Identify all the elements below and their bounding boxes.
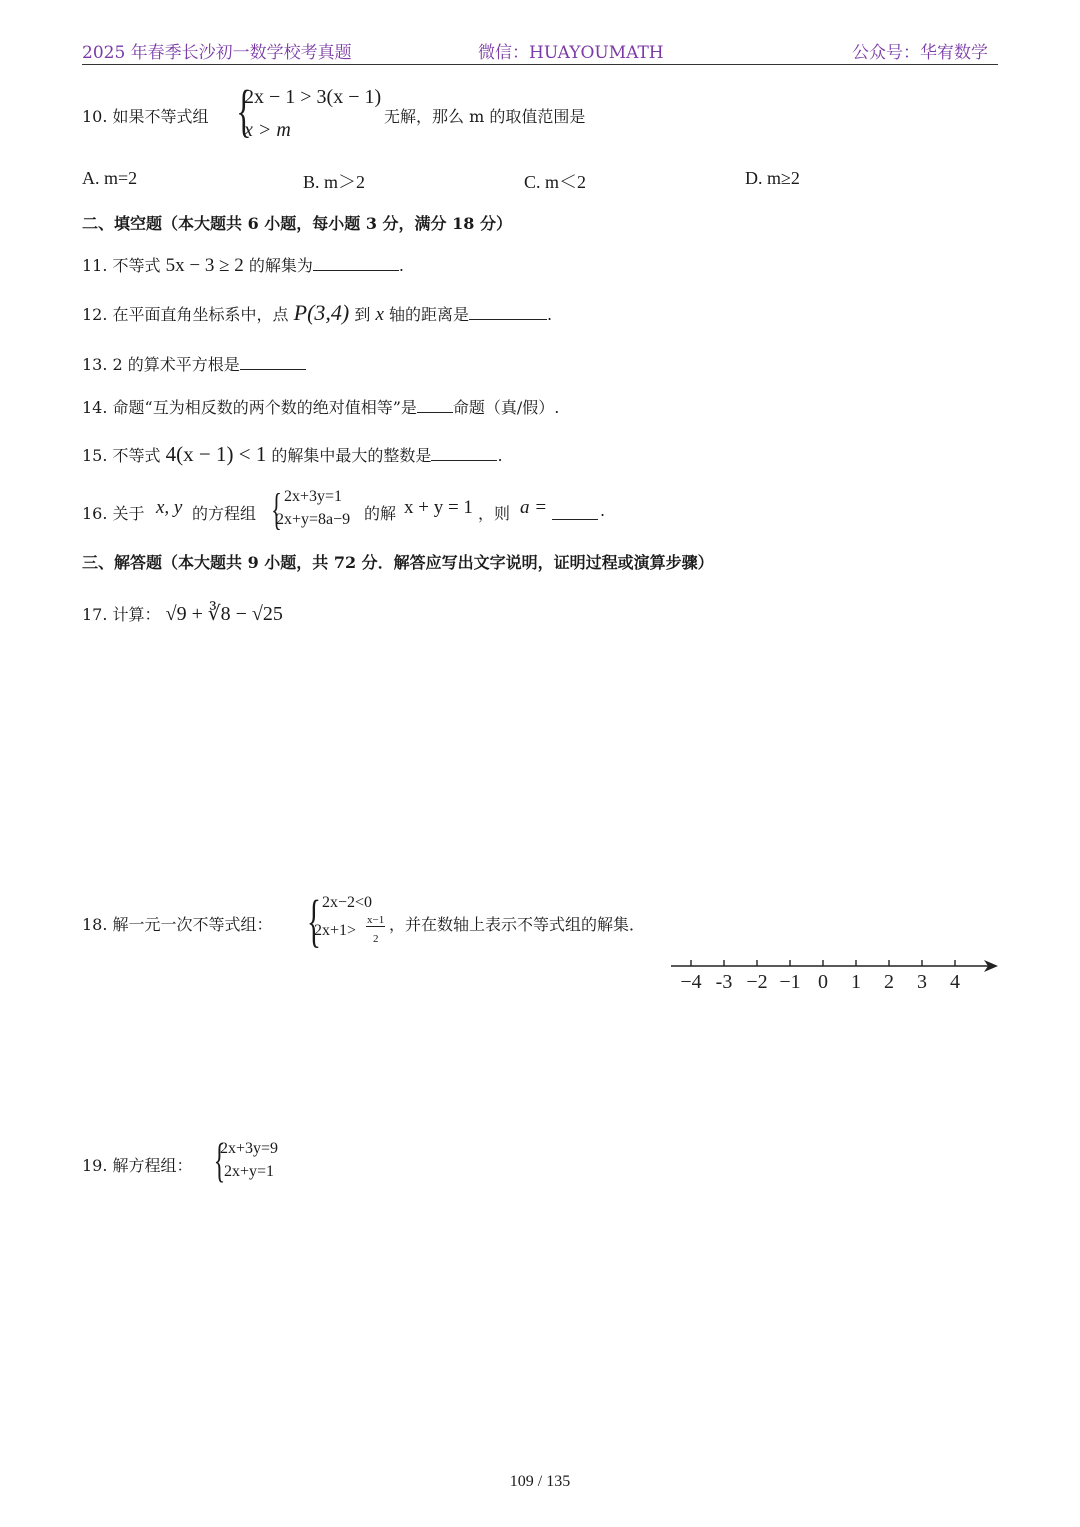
q12-point: P(3,4) — [293, 300, 350, 325]
q18-prefix: 18. 解一元一次不等式组： — [82, 915, 273, 934]
q15-end: . — [497, 446, 503, 465]
section-solutions-heading: 三、解答题（本大题共 9 小题，共 72 分．解答应写出文字说明，证明过程或演算步骤） — [82, 553, 714, 572]
number-line-label: 4 — [950, 971, 960, 993]
q10-option-b: B. m＞2 — [303, 172, 366, 192]
q16-vars: x, y — [156, 497, 183, 518]
q12-answer-blank[interactable] — [469, 305, 547, 320]
q16-suffix-2: ，则 — [478, 504, 511, 523]
question-13 — [82, 352, 306, 375]
q18-fraction-numerator: x−1 — [367, 914, 385, 926]
q14-prefix: 14. 命题“互为相反数的两个数的绝对值相等”是 — [82, 398, 417, 417]
q11-end: . — [398, 256, 404, 275]
q11-suffix: 的解集为 — [248, 256, 313, 275]
q19-system-line-1: 2x+3y=9 — [220, 1140, 279, 1157]
q19-brace: { — [213, 1134, 226, 1187]
q16-system-line-1: 2x+3y=1 — [284, 488, 343, 505]
q12-end: . — [546, 305, 553, 324]
number-line-label: 0 — [818, 971, 828, 993]
q11-prefix: 11. 不等式 — [82, 256, 161, 275]
q13-text: 13. 2 的算术平方根是 — [82, 355, 240, 374]
q14-answer-blank[interactable] — [417, 398, 453, 413]
q15-prefix: 15. 不等式 — [82, 446, 161, 465]
q15-answer-blank[interactable] — [431, 446, 497, 461]
q18-brace: { — [306, 888, 321, 953]
q10-tail: 无解，那么 m 的取值范围是 — [384, 107, 586, 126]
q12-prefix: 12. 在平面直角坐标系中，点 — [82, 305, 289, 324]
q13-answer-blank[interactable] — [240, 355, 306, 370]
question-17 — [82, 601, 283, 626]
question-12 — [82, 300, 552, 326]
q10-brace: { — [236, 78, 252, 143]
q16-system-line-2: 2x+y=8a−9 — [276, 511, 351, 528]
q19-prefix: 19. 解方程组： — [82, 1156, 193, 1175]
q10-system-line-1: 2x − 1 > 3(x − 1) — [244, 86, 382, 108]
q10-option-d: D. m≥2 — [745, 168, 800, 188]
number-line-label: 3 — [917, 971, 927, 993]
q16-end: . — [600, 501, 606, 520]
q16-ask: a = — [520, 497, 548, 518]
q16-mid: 的方程组 — [192, 504, 257, 523]
question-15 — [82, 442, 503, 467]
q18-suffix: ，并在数轴上表示不等式组的解集． — [389, 915, 646, 934]
q16-brace: { — [271, 485, 282, 534]
q10-option-a: A. m=2 — [82, 168, 138, 188]
number-line-label: −4 — [680, 971, 702, 993]
number-line-label: 1 — [851, 971, 861, 993]
q10-system-line-2: x > m — [244, 119, 291, 141]
q12-suffix: 轴的距离是 — [388, 305, 469, 324]
q16-prefix: 16. 关于 — [82, 504, 145, 523]
q10-option-c: C. m＜2 — [524, 172, 587, 192]
header-wechat: 微信：HUAYOUMATH — [478, 43, 664, 63]
q19-system-line-2: 2x+y=1 — [224, 1163, 275, 1180]
number-line-label: −1 — [779, 971, 801, 993]
q14-suffix: 命题（真/假）. — [452, 398, 560, 417]
number-line-label: −2 — [746, 971, 768, 993]
q18-fraction-denominator: 2 — [373, 933, 379, 945]
header-account: 公众号：华宥数学 — [852, 43, 988, 63]
q11-answer-blank[interactable] — [313, 256, 399, 271]
q15-suffix: 的解集中最大的整数是 — [271, 446, 432, 465]
q18-system-line-1: 2x−2<0 — [322, 894, 373, 911]
q16-suffix-1: 的解 — [364, 504, 397, 523]
q12-mid: 到 — [354, 305, 371, 324]
number-line — [666, 952, 1006, 996]
q17-expression: √9 + ∛8 − √25 — [165, 603, 283, 625]
header-title: 2025 年春季长沙初一数学校考真题 — [82, 43, 352, 63]
question-11 — [82, 253, 404, 277]
q16-answer-blank[interactable] — [552, 505, 598, 520]
page-header — [82, 36, 998, 65]
q15-expression: 4(x − 1) < 1 — [165, 442, 267, 466]
number-line-label: 2 — [884, 971, 894, 993]
page-number: 109 / 135 — [509, 1473, 571, 1490]
q16-condition: x + y = 1 — [404, 497, 473, 518]
number-line-label: -3 — [715, 971, 733, 993]
section-fill-in-heading: 二、填空题（本大题共 6 小题，每小题 3 分，满分 18 分） — [82, 214, 512, 233]
q11-expression: 5x − 3 ≥ 2 — [165, 255, 244, 276]
q17-prefix: 17. 计算： — [82, 605, 161, 624]
q18-system-line-2: 2x+1> — [314, 922, 357, 939]
q10-number: 10. 如果不等式组 — [82, 107, 209, 126]
question-14 — [82, 395, 559, 418]
q12-var: x — [375, 304, 384, 325]
